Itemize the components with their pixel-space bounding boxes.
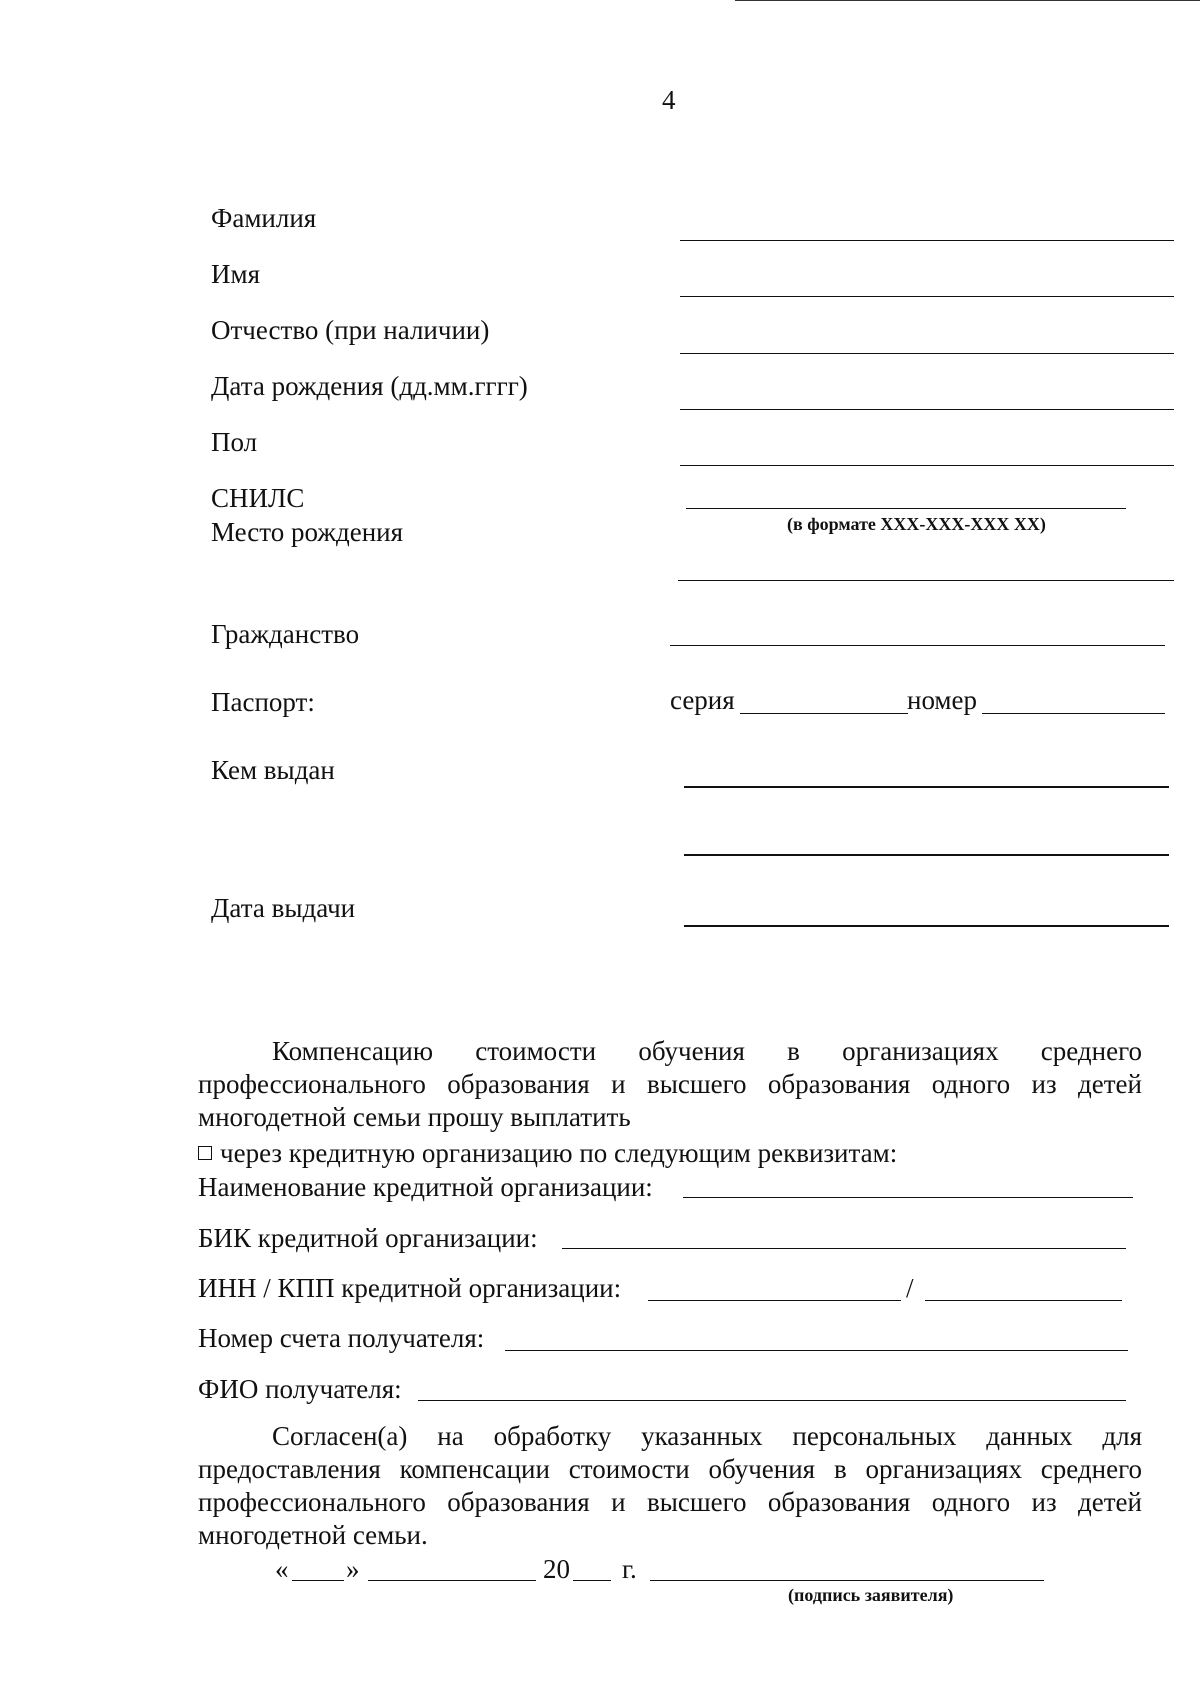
consent-paragraph xyxy=(198,1420,1142,1552)
account-field-line[interactable] xyxy=(505,1350,1128,1351)
kpp-field-line[interactable] xyxy=(925,1300,1122,1301)
birth-date-field-line[interactable] xyxy=(680,409,1174,410)
bank-option-checkbox[interactable] xyxy=(198,1146,212,1160)
label-sex: Пол xyxy=(211,427,258,457)
label-citizenship: Гражданство xyxy=(211,619,360,649)
date-year-prefix: 20 xyxy=(543,1554,570,1584)
passport-series-field-line[interactable] xyxy=(740,713,908,714)
patronymic-field-line[interactable] xyxy=(680,353,1174,354)
label-patronymic: Отчество (при наличии) xyxy=(211,315,490,345)
label-issued-by: Кем выдан xyxy=(211,755,335,785)
snils-format-hint: (в формате ХХХ-ХХХ-ХХХ ХХ) xyxy=(787,514,1046,534)
sex-field-line[interactable] xyxy=(680,465,1174,466)
label-name: Имя xyxy=(211,259,261,289)
label-passport-number: номер xyxy=(907,685,978,715)
label-birth-place: Место рождения xyxy=(211,517,404,547)
bik-field-line[interactable] xyxy=(562,1248,1126,1249)
label-issue-date: Дата выдачи xyxy=(211,893,356,923)
date-month-field-line[interactable] xyxy=(368,1580,536,1581)
passport-number-field-line[interactable] xyxy=(982,713,1165,714)
inn-kpp-separator: / xyxy=(906,1273,914,1303)
label-surname: Фамилия xyxy=(211,203,317,233)
surname-field-line[interactable] xyxy=(680,240,1174,241)
consent-text: Согласен(а) на обработку указанных персональных данных для предоставления компенсации стоимости обучения в организациях среднего профессионального образования и высшего образования одного из детей многодетной семьи. xyxy=(198,1421,1142,1550)
signature-hint: (подпись заявителя) xyxy=(788,1585,954,1605)
label-recipient: ФИО получателя: xyxy=(198,1374,402,1404)
issue-date-field-line[interactable] xyxy=(684,925,1169,927)
label-birth-date: Дата рождения (дд.мм.гггг) xyxy=(211,371,528,401)
snils-field-line[interactable] xyxy=(686,508,1126,509)
bank-name-field-line[interactable] xyxy=(683,1197,1133,1198)
date-year-suffix: г. xyxy=(622,1554,637,1584)
label-bank-name: Наименование кредитной организации: xyxy=(198,1172,653,1202)
date-day-field-line[interactable] xyxy=(292,1580,344,1581)
issued-by-field-line-2[interactable] xyxy=(684,854,1169,856)
label-snils: СНИЛС xyxy=(211,483,305,513)
date-year-field-line[interactable] xyxy=(573,1580,611,1581)
inn-field-line[interactable] xyxy=(648,1300,901,1301)
signature-field-line[interactable] xyxy=(650,1580,1044,1581)
bank-option xyxy=(198,1137,897,1169)
name-field-line[interactable] xyxy=(680,296,1174,297)
birth-place-field-line[interactable] xyxy=(678,580,1174,581)
issued-by-field-line-1[interactable] xyxy=(684,786,1169,788)
bank-option-label: через кредитную организацию по следующим реквизитам: xyxy=(220,1138,898,1168)
page-number: 4 xyxy=(662,85,676,115)
label-account: Номер счета получателя: xyxy=(198,1323,485,1353)
label-passport-series: серия xyxy=(670,685,735,715)
payment-intro-text: Компенсацию стоимости обучения в организациях среднего профессионального образования и высшего образования одного из детей многодетной семьи прошу выплатить xyxy=(198,1036,1142,1132)
payment-intro-paragraph xyxy=(198,1035,1142,1134)
label-bik: БИК кредитной организации: xyxy=(198,1223,538,1253)
recipient-field-line[interactable] xyxy=(418,1400,1126,1401)
scan-edge-line xyxy=(735,0,1200,1)
citizenship-field-line[interactable] xyxy=(670,645,1165,646)
label-passport: Паспорт: xyxy=(211,687,315,717)
date-quote-open: « xyxy=(275,1554,289,1584)
label-inn-kpp: ИНН / КПП кредитной организации: xyxy=(198,1273,622,1303)
date-quote-close: » xyxy=(346,1554,360,1584)
